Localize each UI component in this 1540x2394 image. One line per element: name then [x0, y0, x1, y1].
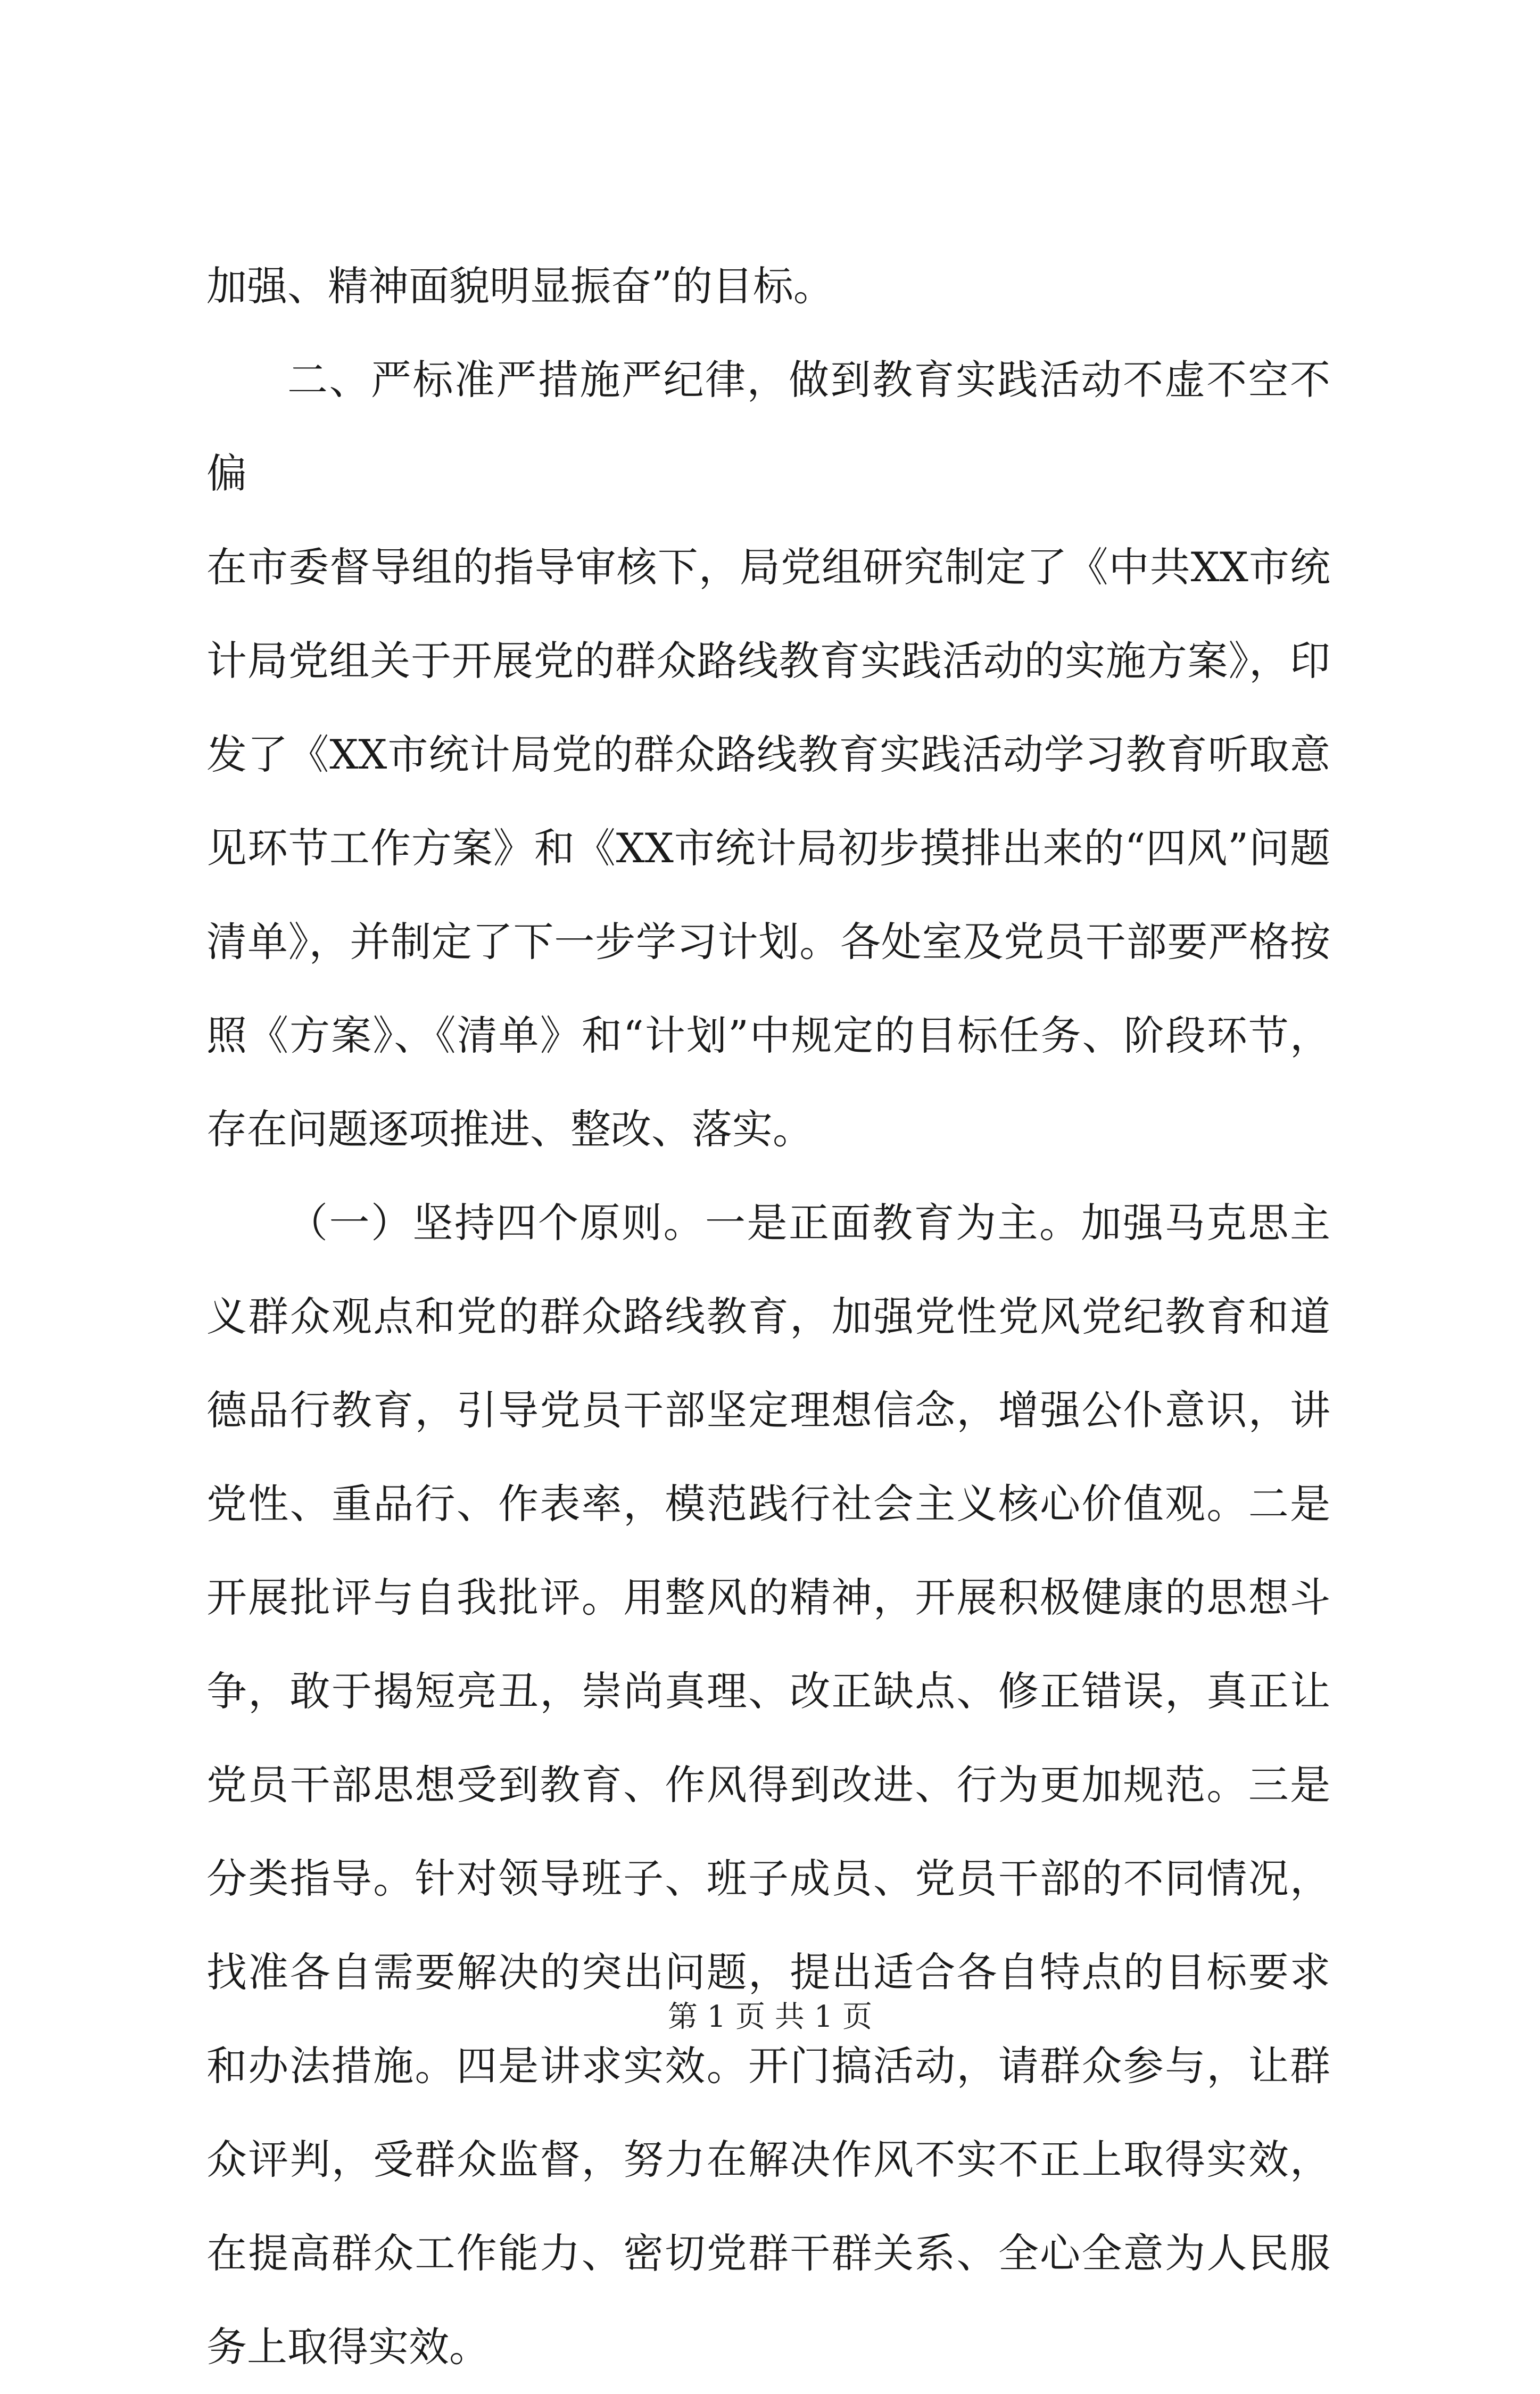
paragraph-plans: 在市委督导组的指导审核下，局党组研究制定了《中共XX市统计局党组关于开展党的群众路线教育实践活动的实施方案》，印发了《XX市统计局党的群众路线教育实践活动学习教育听取意见环节工作方案》和《XX市统计局初步摸排出来的“四风”问题清单》，并制定了下一步学习计划。各处室及党员干部要严格按照《方案》、《清单》和“计划”中规定的目标任务、阶段环节，存在问题逐项推进、整改、落实。 — [206, 543, 1330, 1153]
paragraph-opening-fragment: 加强、精神面貌明显振奋”的目标。 — [206, 262, 834, 310]
paragraph-four-principles: （一）坚持四个原则。一是正面教育为主。加强马克思主义群众观点和党的群众路线教育，加强党性党风党纪教育和道德品行教育，引导党员干部坚定理想信念，增强公仆意识，讲党性、重品行、作表率，模范践行社会主义核心价值观。二是开展批评与自我批评。用整风的精神，开展积极健康的思想斗争，敢于揭短亮丑，崇尚真理、改正缺点、修正错误，真正让党员干部思想受到教育、作风得到改进、行为更加规范。三是分类指导。针对领导班子、班子成员、党员干部的不同情况，找准各自需要解决的突出问题，提出适合各自特点的目标要求和办法措施。四是讲求实效。开门搞活动，请群众参与，让群众评判，受群众监督，努力在解决作风不实不正上取得实效，在提高群众工作能力、密切党群干群关系、全心全意为人民服务上取得实效。 — [206, 1199, 1330, 2371]
page-footer — [0, 1996, 1540, 2038]
page-number-label: 第 1 页 共 1 页 — [667, 2000, 873, 2034]
section-heading-two: 二、严标准严措施严纪律，做到教育实践活动不虚不空不偏 — [206, 356, 1330, 497]
document-body — [206, 240, 1330, 2394]
